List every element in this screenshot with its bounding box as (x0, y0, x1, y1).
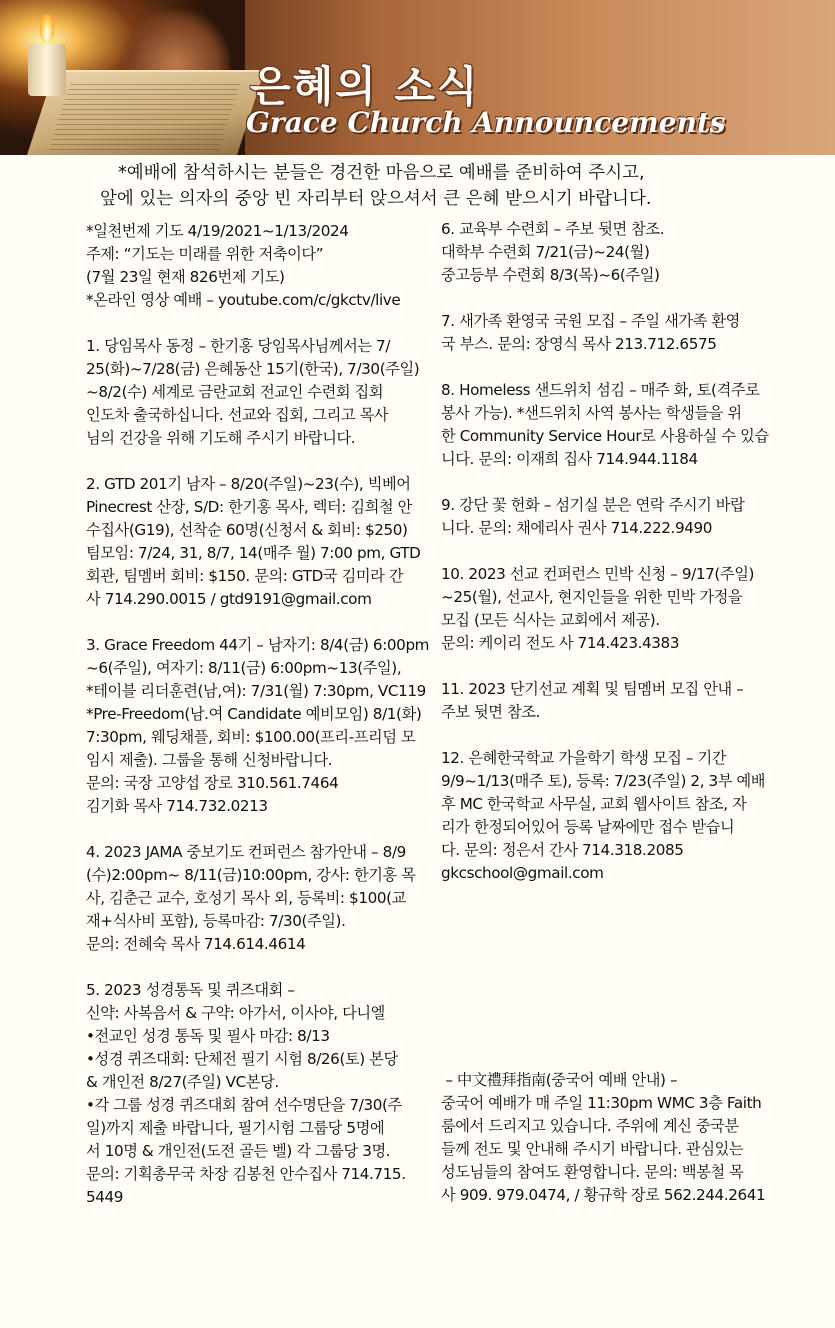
text-line: 사 714.290.0015 / gtd9191@gmail.com (86, 590, 372, 608)
text-line: 25(화)~7/28(금) 은혜동산 15기(한국), 7/30(주일) (86, 360, 420, 378)
intro-notice (100, 160, 800, 212)
text-line: 룸에서 드리지고 있습니다. 주위에 계신 중국분 (441, 1117, 739, 1135)
text-line: 9/9~1/13(매주 토), 등록: 7/23(주일) 2, 3부 예배 (441, 772, 766, 790)
intro-line: *예배에 참석하시는 분들은 경건한 마음으로 예배를 준비하여 주시고, (118, 163, 645, 183)
announcement-8 (441, 379, 789, 471)
text-line: 문의: 국장 고양섭 장로 310.561.7464 (86, 774, 339, 792)
text-line: 니다. 문의: 채에리사 권사 714.222.9490 (441, 519, 713, 537)
text-line: 2. GTD 201기 남자 – 8/20(주일)~23(수), 빅베어 (86, 475, 411, 493)
text-line: 수집사(G19), 선착순 60명(신청서 & 회비: $250) (86, 521, 408, 539)
text-line: ~8/2(수) 세계로 금란교회 전교인 수련회 집회 (86, 383, 384, 401)
text-line: 신약: 사복음서 & 구약: 아가서, 이사야, 다니엘 (86, 1004, 385, 1022)
header-banner (0, 0, 835, 155)
text-line: 주제: “기도는 미래를 위한 저축이다” (86, 245, 324, 263)
text-line: 한 Community Service Hour로 사용하실 수 있습 (441, 427, 769, 445)
text-line: 9. 강단 꽃 헌화 – 섬기실 분은 연락 주시기 바랍 (441, 496, 745, 514)
text-line: ~6(주일), 여자기: 8/11(금) 6:00pm~13(주일), (86, 659, 402, 677)
text-line: •전교인 성경 통독 및 필사 마감: 8/13 (86, 1027, 330, 1045)
text-line: 리가 한정되어있어 등록 날짜에만 접수 받습니 (441, 818, 735, 836)
text-line: 님의 건강을 위해 기도해 주시기 바랍니다. (86, 429, 356, 447)
text-line: gkcschool@gmail.com (441, 864, 604, 882)
announcement-12 (441, 747, 789, 885)
text-line: 문의: 기획총무국 차장 김봉천 안수집사 714.715. (86, 1165, 406, 1183)
text-line: 모집 (모든 식사는 교회에서 제공). (441, 611, 660, 629)
text-line: 김기화 목사 714.732.0213 (86, 797, 268, 815)
text-line: 8. Homeless 샌드위치 섬김 – 매주 화, 토(격주로 (441, 381, 760, 399)
text-line: *일천번제 기도 4/19/2021~1/13/2024 (86, 222, 349, 240)
left-column (86, 220, 434, 1209)
right-column (441, 218, 789, 1207)
text-line: 문의: 전혜숙 목사 714.614.4614 (86, 935, 306, 953)
intro-line: 앞에 있는 의자의 중앙 빈 자리부터 앉으셔서 큰 은혜 받으시기 바랍니다. (100, 189, 652, 209)
announcement-10 (441, 563, 789, 655)
text-line: *Pre-Freedom(남.여 Candidate 예비모임) 8/1(화) (86, 705, 422, 723)
chinese-service-notice (441, 1069, 789, 1207)
text-line: •각 그룹 성경 퀴즈대회 참여 선수명단을 7/30(주 (86, 1096, 402, 1114)
text-line: 10. 2023 선교 컨퍼런스 민박 신청 – 9/17(주일) (441, 565, 755, 583)
text-line: 5. 2023 성경통독 및 퀴즈대회 – (86, 981, 295, 999)
text-line: (수)2:00pm~ 8/11(금)10:00pm, 강사: 한기홍 목 (86, 866, 416, 884)
text-line: Pinecrest 산장, S/D: 한기홍 목사, 렉터: 김희철 안 (86, 498, 412, 516)
text-line: 국 부스. 문의: 장영식 목사 213.712.6575 (441, 335, 717, 353)
announcement-4 (86, 841, 434, 956)
text-line: 다. 문의: 정은서 간사 714.318.2085 (441, 841, 684, 859)
text-line: 일)까지 제출 바랍니다, 필기시험 그룹당 5명에 (86, 1119, 385, 1137)
text-line: 중고등부 수련회 8/3(목)~6(주일) (441, 266, 660, 284)
text-line: 서 10명 & 개인전(도전 골든 벨) 각 그룹당 3명. (86, 1142, 391, 1160)
announcement-3 (86, 634, 434, 818)
text-line: 3. Grace Freedom 44기 – 남자기: 8/4(금) 6:00pm (86, 636, 430, 654)
text-line: *온라인 영상 예배 – youtube.com/c/gkctv/live (86, 291, 401, 309)
announcement-1 (86, 335, 434, 450)
announcement-6 (441, 218, 789, 287)
text-line: 7:30pm, 웨딩채플, 회비: $100.00(프리-프리덤 모 (86, 728, 416, 746)
text-line: 임시 제출). 그룹을 통해 신청바랍니다. (86, 751, 333, 769)
text-line: •성경 퀴즈대회: 단체전 필기 시험 8/26(토) 본당 (86, 1050, 398, 1068)
text-line: 재+식사비 포함), 등록마감: 7/30(주일). (86, 912, 346, 930)
announcement-2 (86, 473, 434, 611)
text-line: 후 MC 한국학교 사무실, 교회 웹사이트 참조, 자 (441, 795, 747, 813)
text-line: 니다. 문의: 이재희 집사 714.944.1184 (441, 450, 698, 468)
text-line: 들께 전도 및 안내해 주시기 바랍니다. 관심있는 (441, 1140, 744, 1158)
announcement-7 (441, 310, 789, 356)
text-line: 성도님들의 참여도 환영합니다. 문의: 백봉철 목 (441, 1163, 744, 1181)
flame-icon (40, 14, 54, 44)
candle-image (28, 44, 66, 96)
announcement-5 (86, 979, 434, 1209)
text-line: 7. 새가족 환영국 국원 모집 – 주일 새가족 환영 (441, 312, 740, 330)
announcement-9 (441, 494, 789, 540)
text-line: 대학부 수련회 7/21(금)~24(월) (441, 243, 650, 261)
text-line: 중국어 예배가 매 주일 11:30pm WMC 3층 Faith (441, 1094, 762, 1112)
text-line: 주보 뒷면 참조. (441, 703, 540, 721)
text-line: 12. 은혜한국학교 가을학기 학생 모집 – 기간 (441, 749, 727, 767)
text-line: 봉사 가능). *샌드위치 사역 봉사는 학생들을 위 (441, 404, 742, 422)
announcement-11 (441, 678, 789, 724)
title-english: Grace Church Announcements (246, 106, 726, 139)
text-line: ~25(월), 선교사, 현지인들을 위한 민박 가정을 (441, 588, 743, 606)
text-line: 6. 교육부 수련회 – 주보 뒷면 참조. (441, 220, 665, 238)
text-line: 11. 2023 단기선교 계획 및 팀멤버 모집 안내 – (441, 680, 744, 698)
announcement-prayer (86, 220, 434, 312)
text-line: 문의: 케이리 전도 사 714.423.4383 (441, 634, 680, 652)
text-line: 사, 김춘근 교수, 호성기 목사 외, 등록비: $100(교 (86, 889, 406, 907)
title-korean: 은혜의 소식 (250, 62, 480, 111)
text-line: 4. 2023 JAMA 중보기도 컨퍼런스 참가안내 – 8/9 (86, 843, 406, 861)
text-line: 팀모임: 7/24, 31, 8/7, 14(매주 월) 7:00 pm, GTD (86, 544, 421, 562)
text-line: (7월 23일 현재 826번제 기도) (86, 268, 285, 286)
text-line: 5449 (86, 1188, 124, 1206)
text-line: 사 909. 979.0474, / 황규학 장로 562.244.2641 (441, 1186, 766, 1204)
text-line: & 개인전 8/27(주일) VC본당. (86, 1073, 279, 1091)
text-line: – 中文禮拜指南(중국어 예배 안내) – (441, 1071, 678, 1089)
text-line: 인도차 출국하십니다. 선교와 집회, 그리고 목사 (86, 406, 389, 424)
text-line: *테이블 리더훈련(남,여): 7/31(월) 7:30pm, VC119 (86, 682, 426, 700)
text-line: 1. 당임목사 동정 – 한기홍 당임목사님께서는 7/ (86, 337, 391, 355)
text-line: 회관, 팀멤버 회비: $150. 문의: GTD국 김미라 간 (86, 567, 404, 585)
